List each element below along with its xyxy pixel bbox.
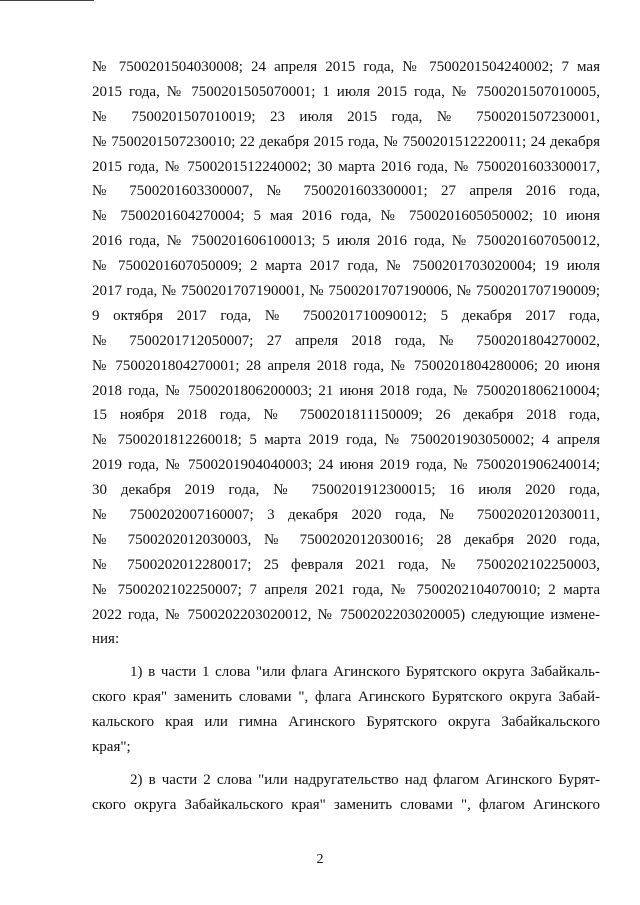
text-line: № 7500202012280017; 25 февраля 2021 года, № 7500202102250003, — [92, 556, 600, 573]
text-line: 30 декабря 2019 года, № 7500201912300015; 16 июля 2020 года, — [92, 482, 600, 499]
text-line: 15 ноября 2018 года, № 7500201811150009; 26 декабря 2018 года, — [92, 407, 600, 424]
text-line: 2022 года, № 7500202203020012, № 7500202203020005) следующие измене- — [92, 606, 600, 623]
text-line: 2019 года, № 7500201904040003; 24 июня 2019 года, № 7500201906240014; — [92, 457, 600, 474]
text-line: кальского края или гимна Агинского Бурятского округа Забайкальского — [92, 714, 600, 731]
text-line: ского округа Забайкальского края" заменить словами ", флагом Агинского — [92, 796, 600, 813]
text-line: № 7500201507230010; 22 декабря 2015 года, № 7500201512220011; 24 декабря — [92, 133, 600, 150]
text-line: № 7500201507010019; 23 июля 2015 года, № 7500201507230001, — [92, 108, 600, 125]
text-line: № 7500201604270004; 5 мая 2016 года, № 7500201605050002; 10 июня — [92, 208, 600, 225]
document-body — [92, 55, 600, 818]
page-number: 2 — [316, 852, 324, 867]
text-line: № 7500202102250007; 7 апреля 2021 года, № 7500202104070010; 2 марта — [92, 581, 600, 598]
text-line: № 7500201812260018; 5 марта 2019 года, № 7500201903050002; 4 апреля — [92, 432, 600, 449]
text-line: № 7500201712050007; 27 апреля 2018 года, № 7500201804270002, — [92, 332, 600, 349]
text-line: № 7500201603300007, № 7500201603300001; 27 апреля 2016 года, — [92, 183, 600, 200]
text-line: 2015 года, № 7500201512240002; 30 марта 2016 года, № 7500201603300017, — [92, 158, 600, 175]
text-line: ния: — [92, 631, 120, 648]
text-line: 9 октября 2017 года, № 7500201710090012; 5 декабря 2017 года, — [92, 307, 600, 324]
text-line: 2) в части 2 слова "или надругательство над флагом Агинского Бурят- — [130, 771, 600, 788]
text-line: 2018 года, № 7500201806200003; 21 июня 2018 года, № 7500201806210004; — [92, 382, 600, 399]
text-line: № 7500201804270001; 28 апреля 2018 года, № 7500201804280006; 20 июня — [92, 357, 600, 374]
text-line: № 7500201504030008; 24 апреля 2015 года, № 7500201504240002; 7 мая — [92, 59, 600, 75]
text-line: 2016 года, № 7500201606100013; 5 июля 2016 года, № 7500201607050012, — [92, 233, 600, 250]
text-line: 2017 года, № 7500201707190001, № 7500201707190006, № 7500201707190009; — [92, 283, 600, 300]
text-line: № 7500202007160007; 3 декабря 2020 года, № 7500202012030011, — [92, 507, 600, 524]
text-line: ского края" заменить словами ", флага Агинского Бурятского округа Забай- — [92, 689, 600, 706]
text-line: 1) в части 1 слова "или флага Агинского Бурятского округа Забайкаль- — [130, 664, 600, 681]
text-line: 2015 года, № 7500201505070001; 1 июля 2015 года, № 7500201507010005, — [92, 83, 600, 100]
text-line: № 7500201607050009; 2 марта 2017 года, № 7500201703020004; 19 июля — [92, 258, 600, 275]
corner-rule — [0, 0, 94, 1]
text-line: края"; — [92, 739, 131, 756]
text-line: № 7500202012030003, № 7500202012030016; 28 декабря 2020 года, — [92, 531, 600, 548]
